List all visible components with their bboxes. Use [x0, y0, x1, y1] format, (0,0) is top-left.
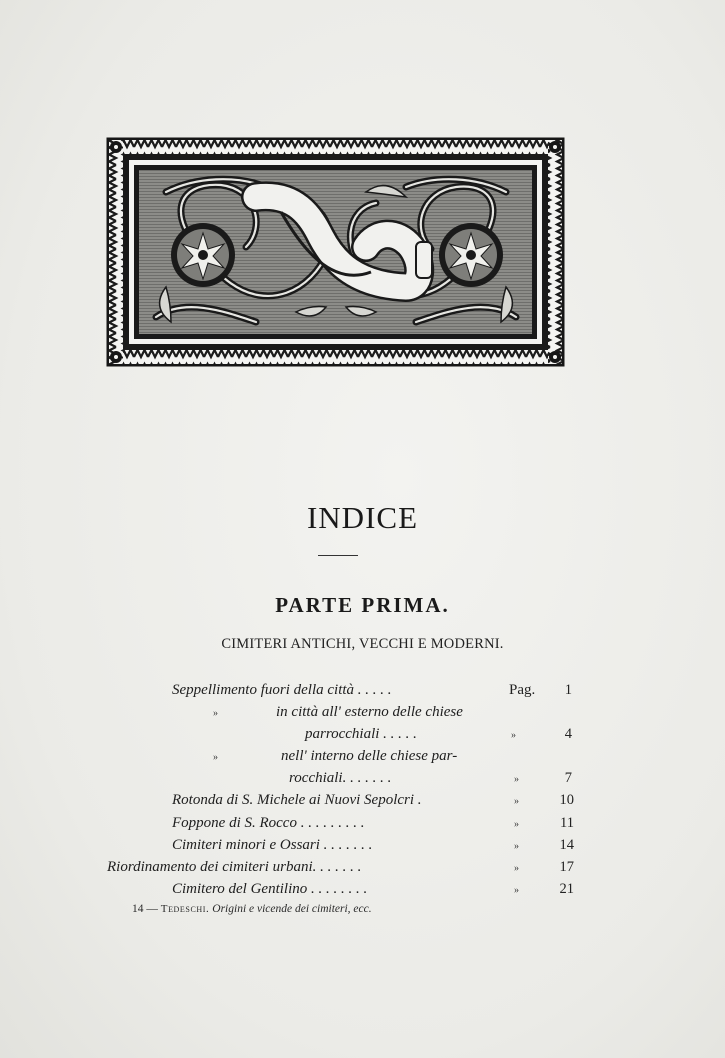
toc-page-number: 10 [559, 792, 574, 808]
author-name: Tedeschi. [160, 903, 210, 915]
ditto-mark: » [213, 708, 218, 719]
toc-entry-text: parrocchiali . . . . . [305, 726, 417, 742]
toc-page-number: 21 [559, 881, 574, 897]
ditto-mark: » [514, 885, 519, 896]
toc-entry-text: in città all' esterno delle chiese [276, 704, 463, 720]
toc-entry-text: nell' interno delle chiese par- [281, 748, 458, 764]
ditto-mark: » [213, 752, 218, 763]
toc-page-number: 1 [564, 682, 572, 698]
work-title: Origini e vicende dei cimiteri, ecc. [212, 903, 372, 915]
toc-entry-text: Seppellimento fuori della città . . . . . [172, 682, 392, 698]
printer-signature-line [132, 903, 372, 915]
toc-page-number: 14 [559, 837, 574, 853]
toc-page-number: 11 [560, 815, 574, 831]
ditto-mark: » [514, 796, 519, 807]
ditto-mark: » [511, 730, 516, 741]
toc-entry-text: Rotonda di S. Michele ai Nuovi Sepolcri . [172, 792, 422, 808]
decorative-headpiece [106, 137, 565, 367]
signature-mark: 14 — [132, 903, 158, 915]
toc-entry-text: Riordinamento dei cimiteri urbani. . . . . . . [107, 859, 362, 875]
ditto-mark: » [514, 819, 519, 830]
toc-entry-text: Foppone di S. Rocco . . . . . . . . . [172, 815, 365, 831]
page-label: Pag. [509, 682, 536, 698]
ditto-mark: » [514, 841, 519, 852]
section-heading: CIMITERI ANTICHI, VECCHI E MODERNI. [221, 636, 504, 652]
page-title: INDICE [306, 500, 419, 535]
title-divider [318, 555, 358, 556]
toc-page-number: 17 [559, 859, 574, 875]
toc-page-number: 4 [564, 726, 572, 742]
toc-entry-text: rocchiali. . . . . . . [289, 770, 392, 786]
ditto-mark: » [514, 774, 519, 785]
toc-page-number: 7 [564, 770, 572, 786]
part-heading: PARTE PRIMA. [275, 593, 450, 617]
ditto-mark: » [514, 863, 519, 874]
toc-entry-text: Cimitero del Gentilino . . . . . . . . [172, 881, 368, 897]
toc-entry-text: Cimiteri minori e Ossari . . . . . . . [172, 837, 373, 853]
